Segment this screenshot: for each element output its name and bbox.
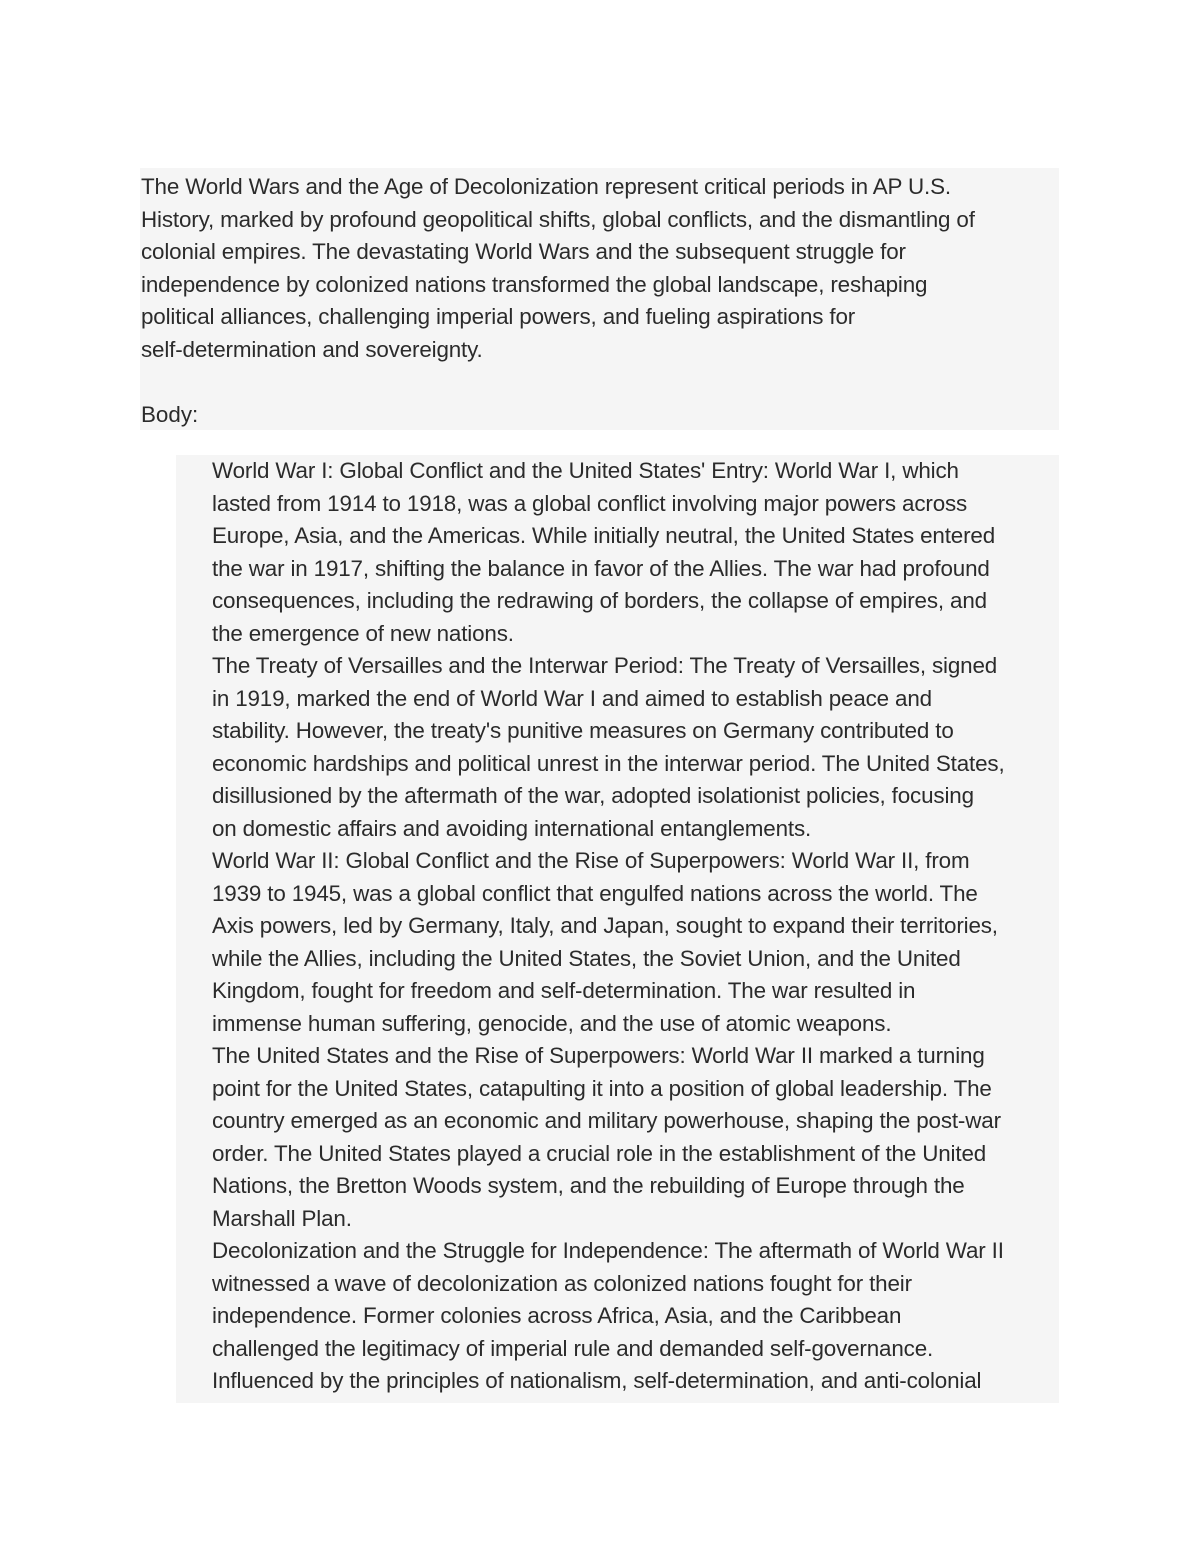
list-item-decolonization [212,1235,1059,1398]
list-item-line: The Treaty of Versailles and the Interwar Period: The Treaty of Versailles, signed [212,653,998,678]
list-item-line: in 1919, marked the end of World War I and aimed to establish peace and [212,685,932,711]
list-item-line: while the Allies, including the United States, the Soviet Union, and the United [212,945,961,971]
intro-paragraph [141,171,1059,366]
list-item-line: World War I: Global Conflict and the United States' Entry: World War I, which [212,458,959,483]
list-item-line: Decolonization and the Struggle for Independence: The aftermath of World War II [212,1238,1004,1263]
intro-line: political alliances, challenging imperial powers, and fueling aspirations for [141,304,856,329]
list-item-line: The United States and the Rise of Superpowers: World War II marked a turning [212,1043,985,1068]
list-item-line: country emerged as an economic and military powerhouse, shaping the post-war [212,1108,1001,1133]
intro-line: self-determination and sovereignty. [141,336,483,362]
list-item-line: Kingdom, fought for freedom and self-determination. The war resulted in [212,978,916,1003]
body-heading: Body: [141,401,199,427]
list-item-line: challenged the legitimacy of imperial rule and demanded self-governance. [212,1335,934,1361]
intro-line: The World Wars and the Age of Decolonization represent critical periods in AP U.S. [141,174,951,199]
list-item-line: Axis powers, led by Germany, Italy, and Japan, sought to expand their territories, [212,913,998,938]
list-item-line: disillusioned by the aftermath of the war, adopted isolationist policies, focusing [212,783,974,808]
list-item-treaty-of-versailles [212,650,1059,845]
list-item-line: stability. However, the treaty's punitive measures on Germany contributed to [212,718,954,743]
list-item-line: point for the United States, catapulting it into a position of global leadership. The [212,1075,992,1101]
list-item-line: Marshall Plan. [212,1205,352,1231]
list-item-line: the war in 1917, shifting the balance in favor of the Allies. The war had profound [212,555,990,581]
list-item-line: lasted from 1914 to 1918, was a global conflict involving major powers across [212,490,968,516]
list-item-line: Europe, Asia, and the Americas. While initially neutral, the United States entered [212,523,996,548]
list-item-line: 1939 to 1945, was a global conflict that engulfed nations across the world. The [212,880,978,906]
list-item-line: Nations, the Bretton Woods system, and the rebuilding of Europe through the [212,1173,965,1198]
list-item-line: consequences, including the redrawing of borders, the collapse of empires, and [212,588,987,613]
list-item-line: World War II: Global Conflict and the Rise of Superpowers: World War II, from [212,848,970,873]
list-item-line: independence. Former colonies across Africa, Asia, and the Caribbean [212,1303,902,1328]
intro-line: independence by colonized nations transformed the global landscape, reshaping [141,271,928,297]
list-item-line: economic hardships and political unrest in the interwar period. The United States, [212,750,1005,776]
list-item-line: on domestic affairs and avoiding international entanglements. [212,815,812,841]
list-item-line: immense human suffering, genocide, and the use of atomic weapons. [212,1010,892,1036]
list-item-rise-of-superpowers [212,1040,1059,1235]
list-item-line: the emergence of new nations. [212,620,514,646]
list-item-line: witnessed a wave of decolonization as colonized nations fought for their [212,1270,912,1296]
list-item-world-war-1 [212,455,1059,650]
intro-line: History, marked by profound geopolitical shifts, global conflicts, and the dismantling of [141,206,975,232]
intro-line: colonial empires. The devastating World Wars and the subsequent struggle for [141,239,906,264]
intro-section [140,168,1059,430]
list-item-line: order. The United States played a crucial role in the establishment of the United [212,1140,987,1166]
body-list [176,455,1059,1403]
list-item-world-war-2 [212,845,1059,1040]
list-item-line: Influenced by the principles of nationalism, self-determination, and anti-colonial [212,1368,982,1393]
